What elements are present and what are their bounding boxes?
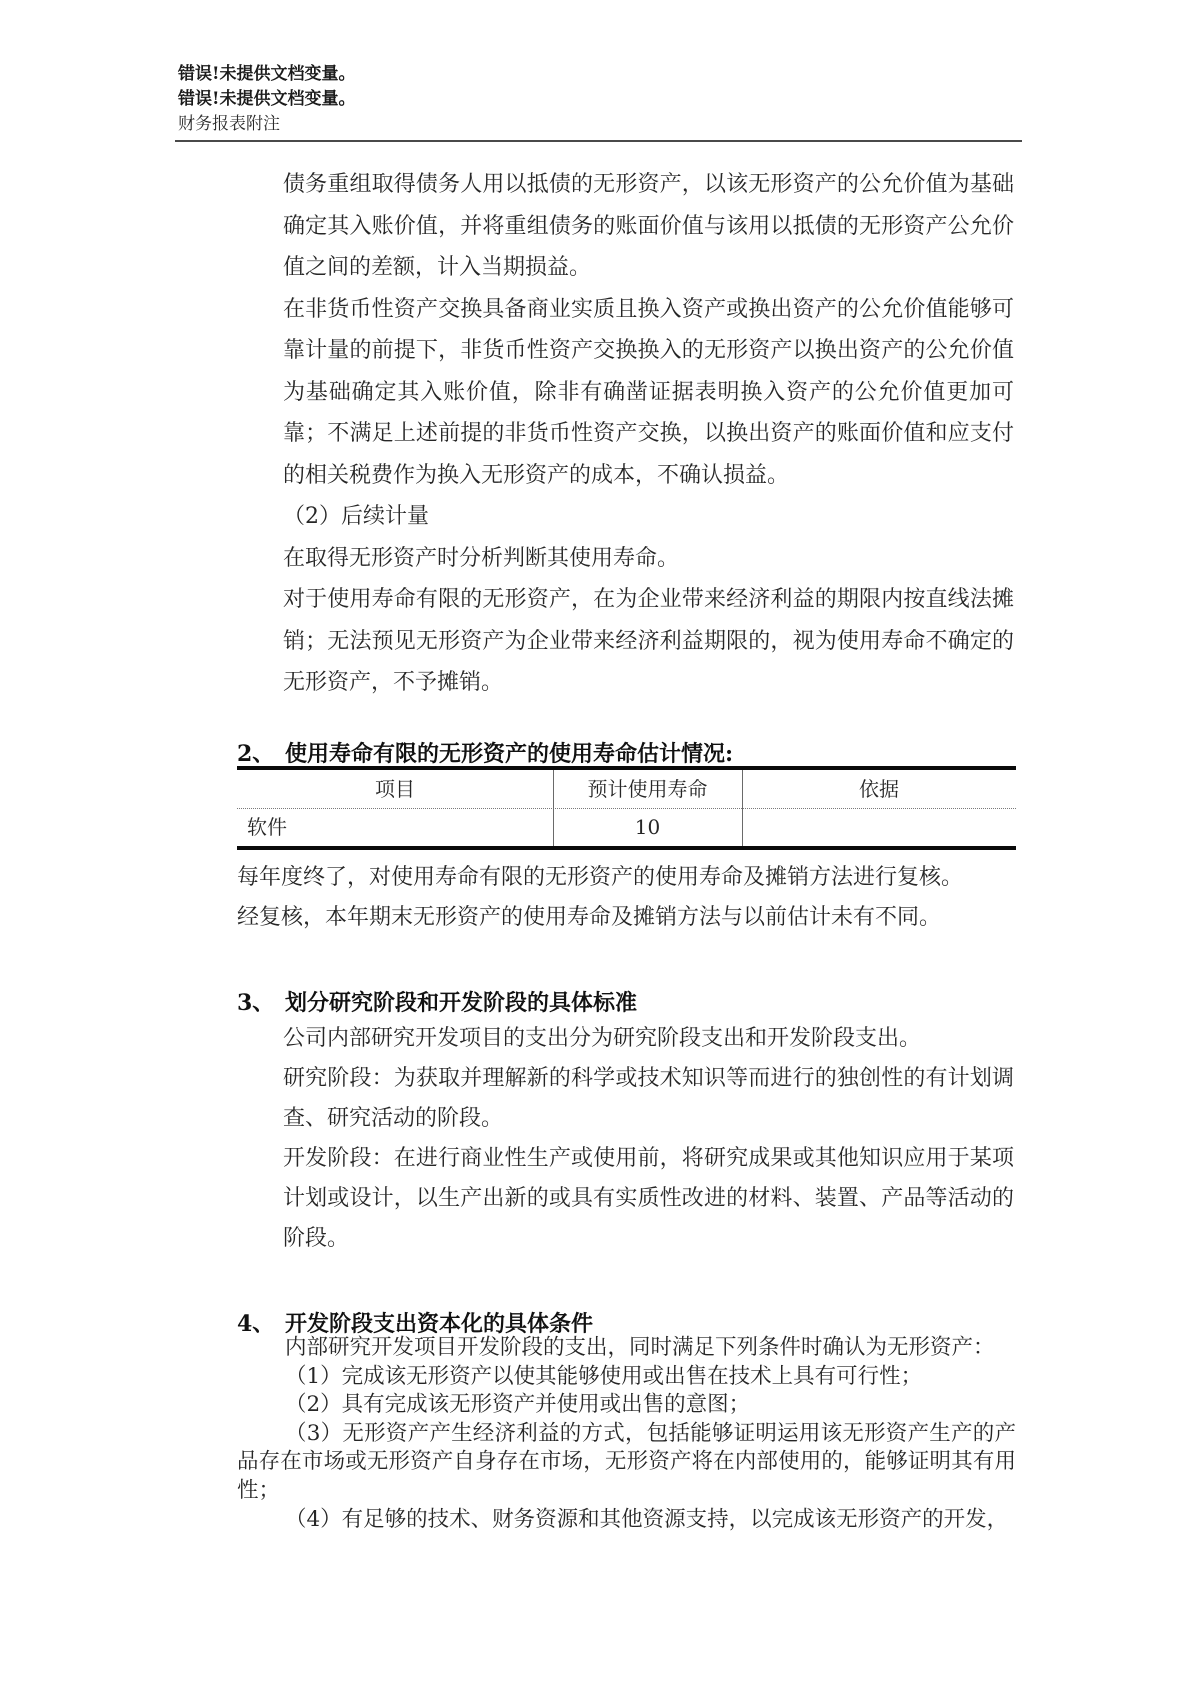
- page-header: [178, 62, 355, 137]
- paragraph-nonmonetary-exchange: 在非货币性资产交换具备商业实质且换入资产或换出资产的公允价值能够可靠计量的前提下，非货币性资产交换换入的无形资产以换出资产的公允价值为基础确定其入账价值，除非有确凿证据表明换入资产的公允价值更加可靠；不满足上述前提的非货币性资产交换，以换出资产的账面价值和应支付的相关税费作为换入无形资产的成本，不确认损益。: [283, 296, 1014, 488]
- intro-paragraphs: [283, 164, 1014, 704]
- paragraph-amortization-method: 对于使用寿命有限的无形资产，在为企业带来经济利益的期限内按直线法摊销；无法预见无形资产为企业带来经济利益期限的，视为使用寿命不确定的无形资产，不予摊销。: [283, 587, 1014, 695]
- paragraph-condition-2: （2）具有完成该无形资产并使用或出售的意图；: [285, 1392, 751, 1418]
- table-cell-basis: [742, 809, 1016, 846]
- paragraph-capitalization-intro: 内部研究开发项目开发阶段的支出，同时满足下列条件时确认为无形资产：: [285, 1335, 995, 1360]
- paragraph-annual-review: 每年度终了，对使用寿命有限的无形资产的使用寿命及摊销方法进行复核。: [237, 865, 964, 890]
- section2-heading: [237, 737, 733, 768]
- section3-paragraphs: [283, 1019, 1014, 1259]
- paragraph-development-stage: 开发阶段：在进行商业性生产或使用前，将研究成果或其他知识应用于某项计划或设计，以生产出新的或具有实质性改进的材料、装置、产品等活动的阶段。: [283, 1146, 1014, 1251]
- table-column-divider-1: [553, 770, 554, 846]
- header-rule: [175, 140, 1022, 142]
- table-column-divider-2: [742, 770, 743, 846]
- header-doc-title: 财务报表附注: [178, 114, 280, 134]
- paragraph-debt-restructuring: 债务重组取得债务人用以抵债的无形资产，以该无形资产的公允价值为基础确定其入账价值，并将重组债务的账面价值与该用以抵债的无形资产公允价值之间的差额，计入当期损益。: [283, 172, 1014, 280]
- paragraph-research-stage: 研究阶段：为获取并理解新的科学或技术知识等而进行的独创性的有计划调查、研究活动的阶段。: [283, 1066, 1014, 1131]
- table-cell-item: 软件: [247, 815, 287, 839]
- paragraph-subsequent-measurement-heading: （2）后续计量: [283, 504, 429, 529]
- useful-life-table: [237, 766, 1016, 850]
- paragraph-review-result: 经复核，本年期末无形资产的使用寿命及摊销方法与以前估计未有不同。: [237, 905, 942, 930]
- section4-paragraphs: [237, 1334, 1016, 1534]
- section2-number: 2、: [237, 741, 275, 767]
- table-row-software: [237, 809, 1016, 846]
- table-header-expected-life: 预计使用寿命: [587, 777, 708, 801]
- section4-number: 4、: [237, 1311, 275, 1337]
- table-header-item: 项目: [375, 777, 415, 801]
- paragraph-condition-3: （3）无形资产产生经济利益的方式，包括能够证明运用该无形资产生产的产品存在市场或无形资产自身存在市场，无形资产将在内部使用的，能够证明其有用性；: [237, 1420, 1016, 1503]
- section3-heading: [237, 986, 637, 1017]
- section2-paragraphs: [237, 858, 1016, 938]
- table-cell-expected-life: 10: [634, 815, 661, 839]
- paragraph-useful-life-judgement: 在取得无形资产时分析判断其使用寿命。: [283, 545, 680, 571]
- table-header-basis: 依据: [859, 777, 899, 801]
- table-header-row: [237, 770, 1016, 809]
- section3-number: 3、: [237, 990, 275, 1016]
- section4-title: 开发阶段支出资本化的具体条件: [285, 1311, 594, 1337]
- paragraph-condition-4: （4）有足够的技术、财务资源和其他资源支持，以完成该无形资产的开发，: [285, 1506, 1009, 1532]
- section2-title: 使用寿命有限的无形资产的使用寿命估计情况:: [285, 741, 734, 767]
- section3-title: 划分研究阶段和开发阶段的具体标准: [285, 990, 638, 1016]
- paragraph-rd-split: 公司内部研究开发项目的支出分为研究阶段支出和开发阶段支出。: [283, 1026, 922, 1051]
- paragraph-condition-1: （1）完成该无形资产以使其能够使用或出售在技术上具有可行性；: [285, 1363, 923, 1389]
- header-error-line-2: 错误!未提供文档变量。: [178, 89, 356, 109]
- header-error-line-1: 错误!未提供文档变量。: [178, 64, 356, 84]
